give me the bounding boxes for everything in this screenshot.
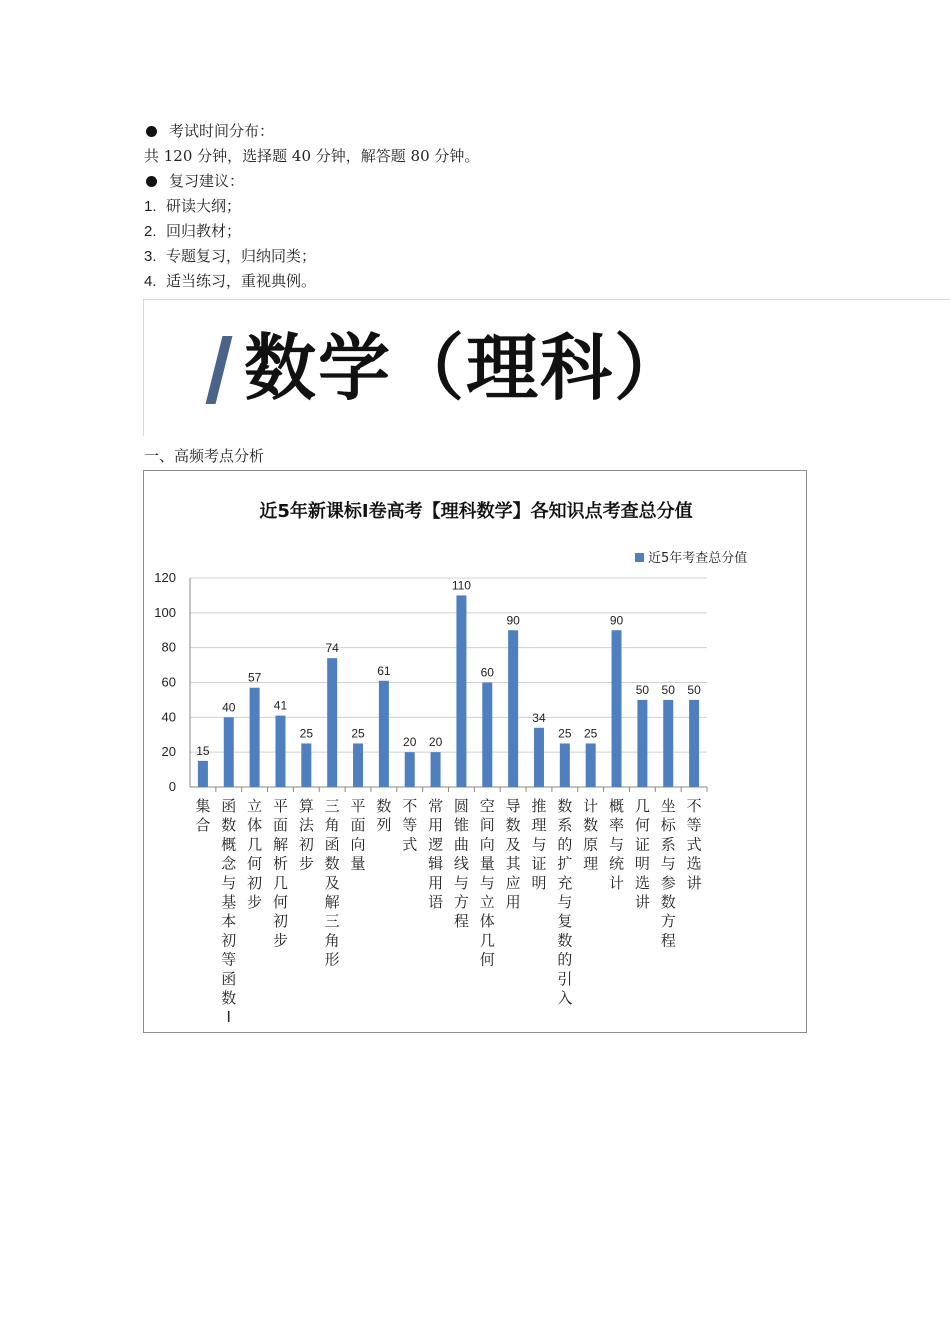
bar xyxy=(534,728,544,787)
review-item-number: 2. xyxy=(144,223,157,240)
x-category-label: 几何证明选讲 xyxy=(634,798,650,911)
bar xyxy=(301,743,311,787)
bar-value-label: 50 xyxy=(635,682,650,697)
bar-value-label: 60 xyxy=(480,665,494,680)
x-category-label: 平面向量 xyxy=(350,798,366,873)
x-category-label: 不等式选讲 xyxy=(686,798,702,892)
chart-plot xyxy=(144,471,804,1031)
bar-value-label: 20 xyxy=(403,735,417,750)
x-category-label: 概率与统计 xyxy=(609,798,625,892)
review-item-number: 3. xyxy=(144,248,157,265)
y-tick-label: 60 xyxy=(161,674,176,690)
review-item-number: 4. xyxy=(144,273,157,290)
review-item-text: 回归教材； xyxy=(166,222,242,240)
x-category-label: 圆锥曲线与方程 xyxy=(453,798,469,931)
review-item-text: 专题复习，归纳同类； xyxy=(166,247,317,265)
x-category-label: 推理与证明 xyxy=(531,798,547,892)
bar xyxy=(560,743,570,787)
x-category-label: 三角函数及解三角形 xyxy=(324,798,340,969)
bar-value-label: 57 xyxy=(247,670,262,685)
bar-value-label: 25 xyxy=(299,726,314,741)
bar-value-label: 61 xyxy=(377,663,391,678)
x-category-label: 坐标系与参数方程 xyxy=(660,798,676,950)
review-item xyxy=(144,196,241,217)
bar-value-label: 41 xyxy=(273,698,288,713)
bar-value-label: 50 xyxy=(687,682,701,697)
bar xyxy=(405,752,415,787)
section-title: 一、高频考点分析 xyxy=(144,447,265,465)
review-heading-line xyxy=(144,171,244,191)
bar xyxy=(431,752,441,787)
bar-value-label: 20 xyxy=(428,735,443,750)
bar xyxy=(275,716,285,787)
bar-value-label: 50 xyxy=(661,682,675,697)
review-item-text: 研读大纲； xyxy=(166,197,242,215)
bar xyxy=(456,595,466,787)
bar xyxy=(250,688,260,787)
review-heading: 复习建议： xyxy=(169,172,245,190)
chart-title: 近5年新课标I卷高考【理科数学】各知识点考查总分值 xyxy=(259,501,693,522)
bar-value-label: 34 xyxy=(532,710,546,725)
bar-value-label: 25 xyxy=(351,726,365,741)
y-tick-label: 0 xyxy=(168,779,176,794)
bar xyxy=(327,658,337,787)
subject-banner xyxy=(143,299,950,436)
bar-value-label: 74 xyxy=(325,641,339,656)
x-category-label: 函数概念与基本初等函数 Ⅰ xyxy=(221,798,237,1027)
bar xyxy=(586,743,596,787)
x-category-label: 平面解析几何初步 xyxy=(272,798,288,950)
bar xyxy=(663,700,673,787)
bullet-icon xyxy=(146,126,157,137)
bar xyxy=(689,700,699,787)
y-tick-label: 40 xyxy=(161,709,176,725)
review-item xyxy=(144,246,316,267)
x-category-label: 空间向量与立体几何 xyxy=(479,798,495,969)
slash-icon xyxy=(206,336,233,404)
bar-value-label: 40 xyxy=(222,700,236,715)
bar xyxy=(508,630,518,787)
review-item xyxy=(144,221,241,242)
x-category-label: 集合 xyxy=(195,798,211,835)
bar-value-label: 90 xyxy=(506,613,520,628)
x-category-label: 数系的扩充与复数的引入 xyxy=(557,798,573,1007)
exam-time-heading: 考试时间分布： xyxy=(169,122,275,140)
review-item-text: 适当练习，重视典例。 xyxy=(166,272,317,290)
x-category-label: 算法初步 xyxy=(298,798,314,873)
x-category-label: 计数原理 xyxy=(583,798,599,873)
bar-value-label: 25 xyxy=(583,726,598,741)
bar-value-label: 25 xyxy=(558,726,572,741)
x-category-label: 数列 xyxy=(376,798,392,835)
bar xyxy=(612,630,622,787)
x-category-label: 立体几何初步 xyxy=(247,798,263,911)
bar xyxy=(198,761,208,787)
bar-chart xyxy=(143,470,807,1033)
bar-value-label: 15 xyxy=(196,743,210,758)
y-tick-label: 120 xyxy=(154,570,176,585)
x-category-label: 不等式 xyxy=(402,798,418,854)
bar xyxy=(637,700,647,787)
exam-time-heading-line xyxy=(144,121,274,141)
x-category-label: 常用逻辑用语 xyxy=(428,798,444,911)
x-category-label: 导数及其应用 xyxy=(505,798,521,911)
bar xyxy=(482,683,492,788)
bar xyxy=(224,717,234,787)
bar-value-label: 110 xyxy=(451,578,471,593)
review-item-number: 1. xyxy=(144,198,157,215)
review-item xyxy=(144,271,316,292)
banner-title: 数学（理科） xyxy=(244,326,689,410)
bullet-icon xyxy=(146,176,157,187)
bar xyxy=(379,681,389,787)
bar xyxy=(353,743,363,787)
y-tick-label: 80 xyxy=(161,639,176,655)
y-tick-label: 20 xyxy=(161,744,176,760)
bar-value-label: 90 xyxy=(609,613,624,628)
legend-label: 近5年考查总分值 xyxy=(648,551,748,566)
y-tick-label: 100 xyxy=(154,604,176,620)
exam-time-text: 共 120 分钟，选择题 40 分钟，解答题 80 分钟。 xyxy=(144,147,480,165)
